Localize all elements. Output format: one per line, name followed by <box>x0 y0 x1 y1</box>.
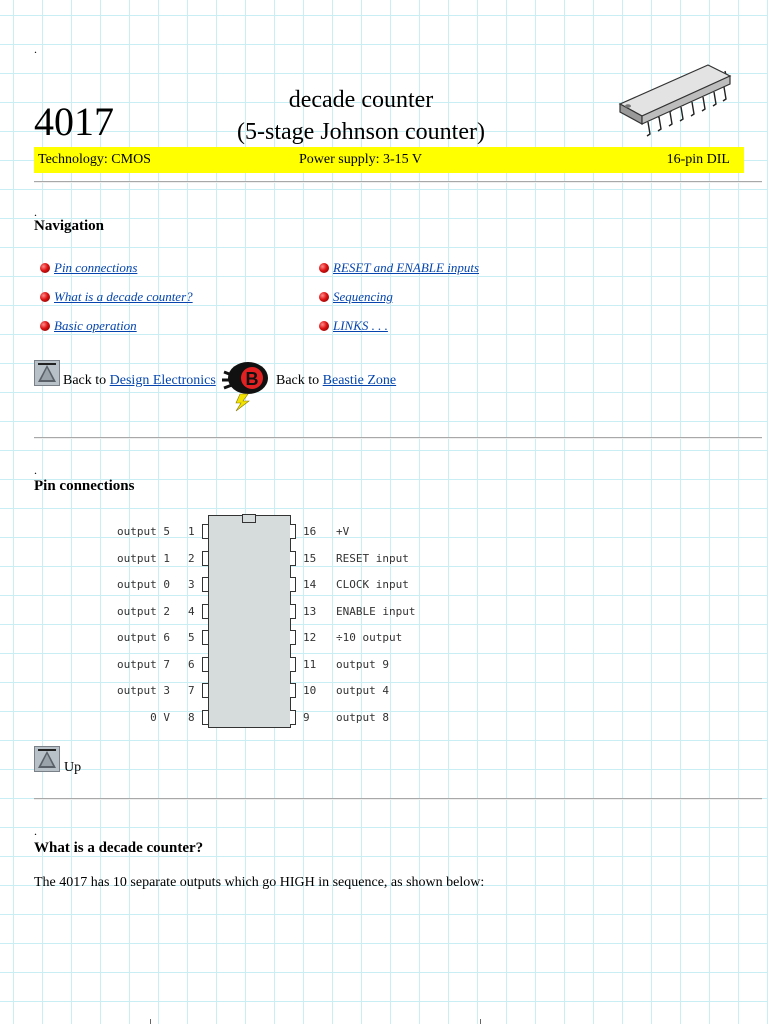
pin-leg <box>202 577 208 592</box>
pin-number-left: 5 <box>188 631 195 644</box>
chip-number: 4017 <box>34 99 114 144</box>
divider <box>34 798 762 800</box>
pin-label-left: output 2 <box>117 605 170 618</box>
pin-number-left: 2 <box>188 552 195 565</box>
pin-leg <box>290 604 296 619</box>
title-line-2: (5-stage Johnson counter) <box>237 119 485 145</box>
design-electronics-icon[interactable] <box>34 360 60 386</box>
nav-item-links[interactable] <box>319 318 388 334</box>
package-text: 16-pin DIL <box>666 152 730 167</box>
power-supply-text: Power supply: 3-15 V <box>299 152 423 167</box>
section-dot: . <box>34 824 37 838</box>
edge-mark <box>150 1019 151 1024</box>
pin-label-left: output 7 <box>117 658 170 671</box>
pin-label-right: ÷10 output <box>336 631 403 644</box>
pin-number-right: 12 <box>303 631 317 644</box>
pin-number-left: 4 <box>188 605 195 618</box>
page-title <box>200 84 522 148</box>
red-bullet-icon <box>319 263 329 273</box>
pin-leg <box>202 710 208 725</box>
pin-label-right: output 4 <box>336 684 389 697</box>
pin-leg <box>202 524 208 539</box>
pin-label-right: ENABLE input <box>336 605 416 618</box>
ic-notch <box>242 514 256 523</box>
divider <box>34 437 762 439</box>
pin-leg <box>202 657 208 672</box>
pin-label-left: output 3 <box>117 684 170 697</box>
pin-number-right: 15 <box>303 552 317 565</box>
up-link[interactable]: Up <box>64 760 82 775</box>
back-prefix: Back to <box>63 373 107 388</box>
technology-text: Technology: CMOS <box>38 152 151 167</box>
pin-label-right: +V <box>336 525 350 538</box>
back-design-electronics <box>63 373 216 389</box>
pin-label-left: output 1 <box>117 552 170 565</box>
nav-link[interactable]: What is a decade counter? <box>54 289 193 304</box>
red-bullet-icon <box>40 292 50 302</box>
section-dot: . <box>34 463 37 477</box>
pin-number-left: 3 <box>188 578 195 591</box>
red-bullet-icon <box>40 263 50 273</box>
beastie-logo-letter: B <box>245 369 259 389</box>
back-prefix: Back to <box>276 373 320 388</box>
pin-label-right: RESET input <box>336 552 409 565</box>
pin-number-left: 7 <box>188 684 195 697</box>
pin-label-right: CLOCK input <box>336 578 409 591</box>
pin-leg <box>202 604 208 619</box>
divider <box>34 181 762 183</box>
pin-leg <box>290 683 296 698</box>
pin-leg <box>290 657 296 672</box>
decade-counter-heading: What is a decade counter? <box>34 840 204 856</box>
pin-leg <box>290 577 296 592</box>
back-beastie-zone <box>276 373 396 389</box>
pin-number-right: 9 <box>303 711 310 724</box>
nav-link[interactable]: LINKS . . . <box>333 318 388 333</box>
spec-bar <box>34 147 744 173</box>
pin-number-right: 10 <box>303 684 317 697</box>
pin-label-right: output 8 <box>336 711 389 724</box>
pin-leg <box>202 551 208 566</box>
decade-counter-text: The 4017 has 10 separate outputs which go HIGH in sequence, as shown below: <box>34 875 485 890</box>
pin-number-left: 1 <box>188 525 195 538</box>
section-dot: . <box>34 205 37 219</box>
nav-item-basic-operation[interactable] <box>40 318 137 334</box>
pin-number-right: 11 <box>303 658 317 671</box>
pin-number-right: 13 <box>303 605 317 618</box>
title-line-1: decade counter <box>288 87 434 113</box>
pin-label-right: output 9 <box>336 658 389 671</box>
beastie-zone-link[interactable]: Beastie Zone <box>322 373 397 388</box>
ic-body <box>208 515 291 728</box>
chip-image <box>618 62 734 138</box>
nav-link[interactable]: Sequencing <box>333 289 393 304</box>
pin-leg <box>202 630 208 645</box>
red-bullet-icon <box>319 321 329 331</box>
top-dot: . <box>34 42 37 56</box>
nav-link[interactable]: Pin connections <box>54 260 138 275</box>
chip-notch <box>625 104 631 108</box>
up-arrow-icon[interactable] <box>34 746 60 772</box>
design-electronics-link[interactable]: Design Electronics <box>109 373 216 388</box>
edge-mark <box>480 1019 481 1024</box>
nav-link[interactable]: RESET and ENABLE inputs <box>333 260 480 275</box>
pin-number-left: 8 <box>188 711 195 724</box>
pin-label-left: output 5 <box>117 525 170 538</box>
beastie-zone-logo-icon[interactable] <box>218 358 272 412</box>
pin-number-right: 16 <box>303 525 317 538</box>
nav-link[interactable]: Basic operation <box>54 318 137 333</box>
nav-item-sequencing[interactable] <box>319 289 393 305</box>
nav-item-pin-connections[interactable] <box>40 260 137 276</box>
pin-number-left: 6 <box>188 658 195 671</box>
pin-connections-heading: Pin connections <box>34 478 135 494</box>
pin-leg <box>290 524 296 539</box>
nav-item-what-is-decade-counter[interactable] <box>40 289 193 305</box>
pin-number-right: 14 <box>303 578 317 591</box>
red-bullet-icon <box>319 292 329 302</box>
nav-item-reset-enable[interactable] <box>319 260 479 276</box>
pin-leg <box>202 683 208 698</box>
pin-leg <box>290 630 296 645</box>
pin-leg <box>290 551 296 566</box>
pin-label-left: output 6 <box>117 631 170 644</box>
pin-leg <box>290 710 296 725</box>
pin-label-left: output 0 <box>117 578 170 591</box>
pin-label-left: 0 V <box>150 711 170 724</box>
navigation-heading: Navigation <box>34 218 105 234</box>
red-bullet-icon <box>40 321 50 331</box>
